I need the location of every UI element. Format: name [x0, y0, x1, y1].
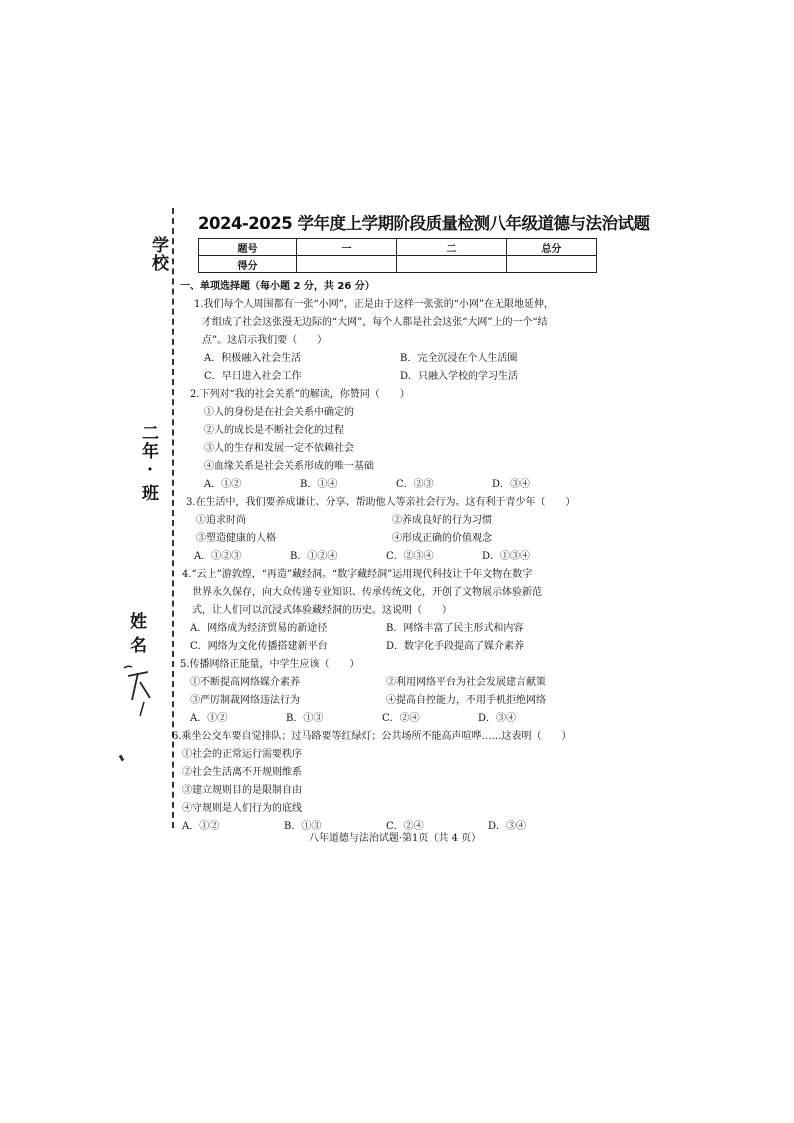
option-d[interactable]: D．只融入学校的学习生活 [400, 371, 519, 382]
question-stem-line: 式，让人们可以沉浸式体验藏经洞的历史。这说明（ ） [192, 605, 452, 616]
score-cell[interactable] [506, 256, 596, 273]
school-label-char: 学 [152, 236, 169, 256]
page-footer: 八年道德与法治试题·第1页（共 4 页） [308, 833, 482, 844]
option-row [180, 620, 610, 638]
class-label-char: 班 [142, 484, 159, 504]
statement-item: ②养成良好的行为习惯 [392, 515, 492, 526]
statement-item: ②利用网络平台为社会发展建言献策 [386, 677, 546, 688]
option-a[interactable]: A．①② [190, 713, 228, 724]
option-a[interactable]: A．①② [182, 821, 220, 832]
question-stem-line: 5.传播网络正能量，中学生应该（ ） [180, 659, 360, 670]
question-stem-line: 6.乘坐公交车要自觉排队；过马路要等红绿灯；公共场所不能高声喧哗……这表明（ ） [172, 731, 572, 742]
statement-row [180, 674, 610, 692]
statement-item: ④形成正确的价值观念 [392, 533, 492, 544]
option-c[interactable]: C．②③④ [386, 551, 434, 562]
statement-item: ①社会的正常运行需要秩序 [182, 749, 302, 760]
option-a[interactable]: A．①②③ [194, 551, 242, 562]
statement-item: ④提高自控能力，不用手机拒绝网络 [386, 695, 546, 706]
option-c[interactable]: C．早日进入社会工作 [204, 371, 302, 382]
stray-pen-mark [119, 755, 125, 762]
question-6 [172, 728, 610, 836]
class-label-char: 年 [142, 442, 159, 462]
option-row [180, 350, 610, 368]
option-a[interactable]: A．①② [204, 479, 242, 490]
question-stem-line: 世界永久保存，向大众传递专业知识、传承传统文化，开创了文物展示体验新范 [192, 587, 542, 598]
question-stem-line: 才组成了社会这张漫无边际的“大网”，每个人都是社会这张“大网”上的一个“结 [202, 317, 548, 328]
option-d[interactable]: D．③④ [492, 479, 531, 490]
name-label-char: 姓 [130, 612, 147, 632]
option-row [180, 638, 610, 656]
statement-row [180, 530, 610, 548]
score-table [198, 238, 597, 273]
statement-item: ②人的成长是不断社会化的过程 [204, 425, 344, 436]
option-b[interactable]: B．①②④ [290, 551, 338, 562]
section-heading: 一、单项选择题（每小题 2 分，共 26 分） [180, 281, 375, 292]
question-5 [180, 656, 610, 728]
score-table-header-cell: 二 [397, 239, 507, 256]
option-c[interactable]: C．网络为文化传播搭建新平台 [190, 641, 328, 652]
option-d[interactable]: D．①③④ [482, 551, 531, 562]
option-b[interactable]: B．①③ [286, 713, 324, 724]
statement-item: ①不断提高网络媒介素养 [190, 677, 300, 688]
statement-item: ①人的身份是在社会关系中确定的 [204, 407, 354, 418]
option-b[interactable]: B．①④ [300, 479, 338, 490]
option-b[interactable]: B．①③ [284, 821, 322, 832]
statement-item: ③人的生存和发展一定不依赖社会 [204, 443, 354, 454]
handwritten-name-mark [118, 662, 158, 722]
class-label-char: · [147, 460, 153, 480]
statement-row [180, 512, 610, 530]
score-cell[interactable] [397, 256, 507, 273]
option-d[interactable]: D．数字化手段提高了媒介素养 [386, 641, 525, 652]
option-d[interactable]: D．③④ [488, 821, 527, 832]
question-1 [180, 296, 610, 386]
score-row-label: 得分 [199, 256, 297, 273]
school-label-char: 校 [152, 254, 169, 274]
statement-item: ③严厉制裁网络违法行为 [190, 695, 300, 706]
exam-title: 2024-2025 学年度上学期阶段质量检测八年级道德与法治试题 [198, 214, 650, 233]
score-cell[interactable] [297, 256, 397, 273]
statement-item: ④血缘关系是社会关系形成的唯一基础 [204, 461, 374, 472]
section-single-choice [172, 278, 610, 836]
option-row [180, 476, 610, 494]
score-table-header-row [199, 239, 597, 256]
score-table-header-cell: 总分 [506, 239, 596, 256]
question-stem-line: 点”。这启示我们要（ ） [202, 335, 328, 346]
score-table-header-cell: 一 [297, 239, 397, 256]
score-table-score-row [199, 256, 597, 273]
score-table-header-cell: 题号 [199, 239, 297, 256]
option-row [180, 548, 610, 566]
question-2 [180, 386, 610, 494]
question-4 [180, 566, 610, 656]
option-row [180, 368, 610, 386]
name-label-char: 名 [130, 636, 147, 656]
option-b[interactable]: B．完全沉浸在个人生活圈 [400, 353, 518, 364]
question-stem-line: 2.下列对“我的社会关系”的解读，你赞同（ ） [190, 389, 410, 400]
statement-item: ①追求时尚 [196, 515, 246, 526]
question-stem-line: 3.在生活中，我们要养成谦让、分享、帮助他人等亲社会行为。这有利于青少年（ ） [186, 497, 576, 508]
statement-item: ④守规则是人们行为的底线 [182, 803, 302, 814]
question-stem-line: 4.“云上”游敦煌，“再造”藏经洞。“数字藏经洞”运用现代科技让千年文物在数字 [182, 569, 533, 580]
class-label-char: 二 [142, 424, 159, 444]
option-row [180, 710, 610, 728]
option-a[interactable]: A．网络成为经济贸易的新途径 [190, 623, 328, 634]
option-a[interactable]: A．积极融入社会生活 [204, 353, 302, 364]
question-3 [180, 494, 610, 566]
statement-row [180, 692, 610, 710]
option-b[interactable]: B．网络丰富了民主形式和内容 [386, 623, 524, 634]
option-d[interactable]: D．③④ [478, 713, 517, 724]
question-stem-line: 1.我们每个人周围都有一张“小网”，正是由于这样一张张的“小网”在无限地延伸， [194, 299, 554, 310]
statement-item: ②社会生活离不开规则维系 [182, 767, 302, 778]
statement-item: ③塑造健康的人格 [196, 533, 276, 544]
statement-item: ③建立规则目的是限制自由 [182, 785, 302, 796]
option-c[interactable]: C．②④ [382, 713, 420, 724]
option-c[interactable]: C．②③ [396, 479, 434, 490]
option-c[interactable]: C．②④ [386, 821, 424, 832]
